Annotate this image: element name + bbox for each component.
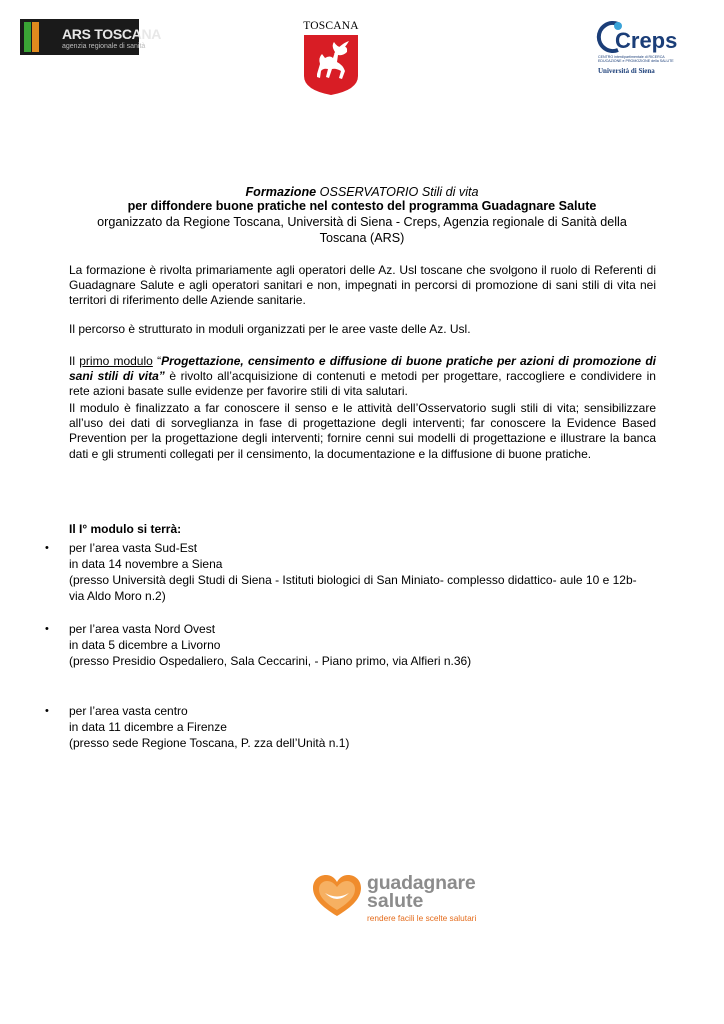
creps-logo-mark-icon xyxy=(598,18,678,54)
toscana-title: TOSCANA xyxy=(303,20,359,32)
heading-purpose: per diffondere buone pratiche nel contesto del programma Guadagnare Salute xyxy=(127,199,597,213)
module-title: Progettazione, censimento e diffusione di buone pratiche per azioni di promozione di sani stili di vita” xyxy=(69,354,656,384)
schedule-venue: (presso Università degli Studi di Siena - Istituti biologici di San Miniato- complesso didattico- aule 10 e 12b- xyxy=(69,573,637,587)
ars-logo-subtitle: agenzia regionale di sanità xyxy=(62,43,146,50)
schedule-area: per l’area vasta centro xyxy=(69,704,188,718)
ars-logo-name: ARS TOSCANA xyxy=(62,26,162,42)
module-rest-text: è rivolto all’acquisizione di contenuti e metodi per progettare, raccogliere e condividere in rete azioni basate sulle evidenze per favorire stili di vita salutari. xyxy=(69,369,656,399)
intro-paragraph: La formazione è rivolta primariamente agli operatori delle Az. Usl toscane che svolgono il ruolo di Referenti di Guadagnare Salute e agli operatori sanitari e non, impegnati in percorsi di promozione di sani stili di vita nei territori di riferimento delle Aziende sanitarie. xyxy=(69,263,656,308)
ars-toscana-logo xyxy=(20,19,162,55)
schedule-date: in data 14 novembre a Siena xyxy=(69,557,223,571)
schedule-area: per l’area vasta Sud-Est xyxy=(69,541,198,555)
schedule-item xyxy=(45,540,659,604)
heart-smile-icon xyxy=(312,874,362,918)
schedule-item xyxy=(45,621,659,669)
ars-logo-mark-green xyxy=(24,22,31,52)
creps-logo xyxy=(598,18,678,76)
schedule-date: in data 11 dicembre a Firenze xyxy=(69,720,227,734)
module-aim-paragraph: Il modulo è finalizzato a far conoscere il senso e le attività dell’Osservatorio sugli stili di vita; sensibilizzare all’uso dei dati di sorveglianza in fase di progettazione degli interventi; far conoscere la Evidence Based Prevention per la progettazione degli interventi; fornire cenni sui modelli di progettazione e illustrare la banca dati e gli strumenti collegati per il censimento, la documentazione e la diffusione di buone pratiche. xyxy=(69,401,656,461)
module-open-quote: “ xyxy=(157,354,162,368)
heading-course-label: Formazione xyxy=(245,185,317,199)
creps-logo-university: Università di Siena xyxy=(598,67,655,75)
structure-paragraph: Il percorso è strutturato in moduli organizzati per le aree vaste delle Az. Usl. xyxy=(69,322,471,336)
schedule-item xyxy=(45,703,659,751)
schedule-venue-cont: via Aldo Moro n.2) xyxy=(69,589,166,603)
heading-course xyxy=(40,185,684,199)
bullet-icon: • xyxy=(45,542,49,554)
bullet-icon: • xyxy=(45,623,49,635)
heading-organizers-cont: Toscana (ARS) xyxy=(319,231,405,245)
creps-logo-name: Creps xyxy=(615,28,678,53)
creps-logo-line-1: CENTRO interdipartimentale di RICERCA xyxy=(598,55,665,59)
module-description-paragraph xyxy=(69,354,656,400)
bullet-icon: • xyxy=(45,705,49,717)
schedule-venue: (presso sede Regione Toscana, P. zza dell’Unità n.1) xyxy=(69,736,350,750)
creps-logo-lines xyxy=(598,55,674,63)
creps-logo-line-2: EDUCAZIONE e PROMOZIONE della SALUTE xyxy=(598,59,674,64)
guadagnare-salute-logo xyxy=(312,870,482,926)
module-il-text: Il xyxy=(69,354,75,368)
ars-logo-mark-orange xyxy=(32,22,39,52)
heading-organizers: organizzato da Regione Toscana, Università di Siena - Creps, Agenzia regionale di Sanità della xyxy=(97,215,627,229)
schedule-date: in data 5 dicembre a Livorno xyxy=(69,638,221,652)
schedule-venue: (presso Presidio Ospedaliero, Sala Ceccarini, - Piano primo, via Alfieri n.36) xyxy=(69,654,472,668)
schedule-title: Il I° modulo si terrà: xyxy=(69,522,182,536)
regione-toscana-pegasus-shield-icon xyxy=(303,34,359,96)
gs-logo-tagline: rendere facili le scelte salutari xyxy=(367,913,477,923)
schedule-area: per l’area vasta Nord Ovest xyxy=(69,622,216,636)
heading-course-title: OSSERVATORIO Stili di vita xyxy=(319,185,479,199)
module-first-text: primo modulo xyxy=(79,354,153,368)
gs-logo-line-2: salute xyxy=(367,890,424,912)
gs-logo-line-1: guadagnare xyxy=(367,872,476,894)
